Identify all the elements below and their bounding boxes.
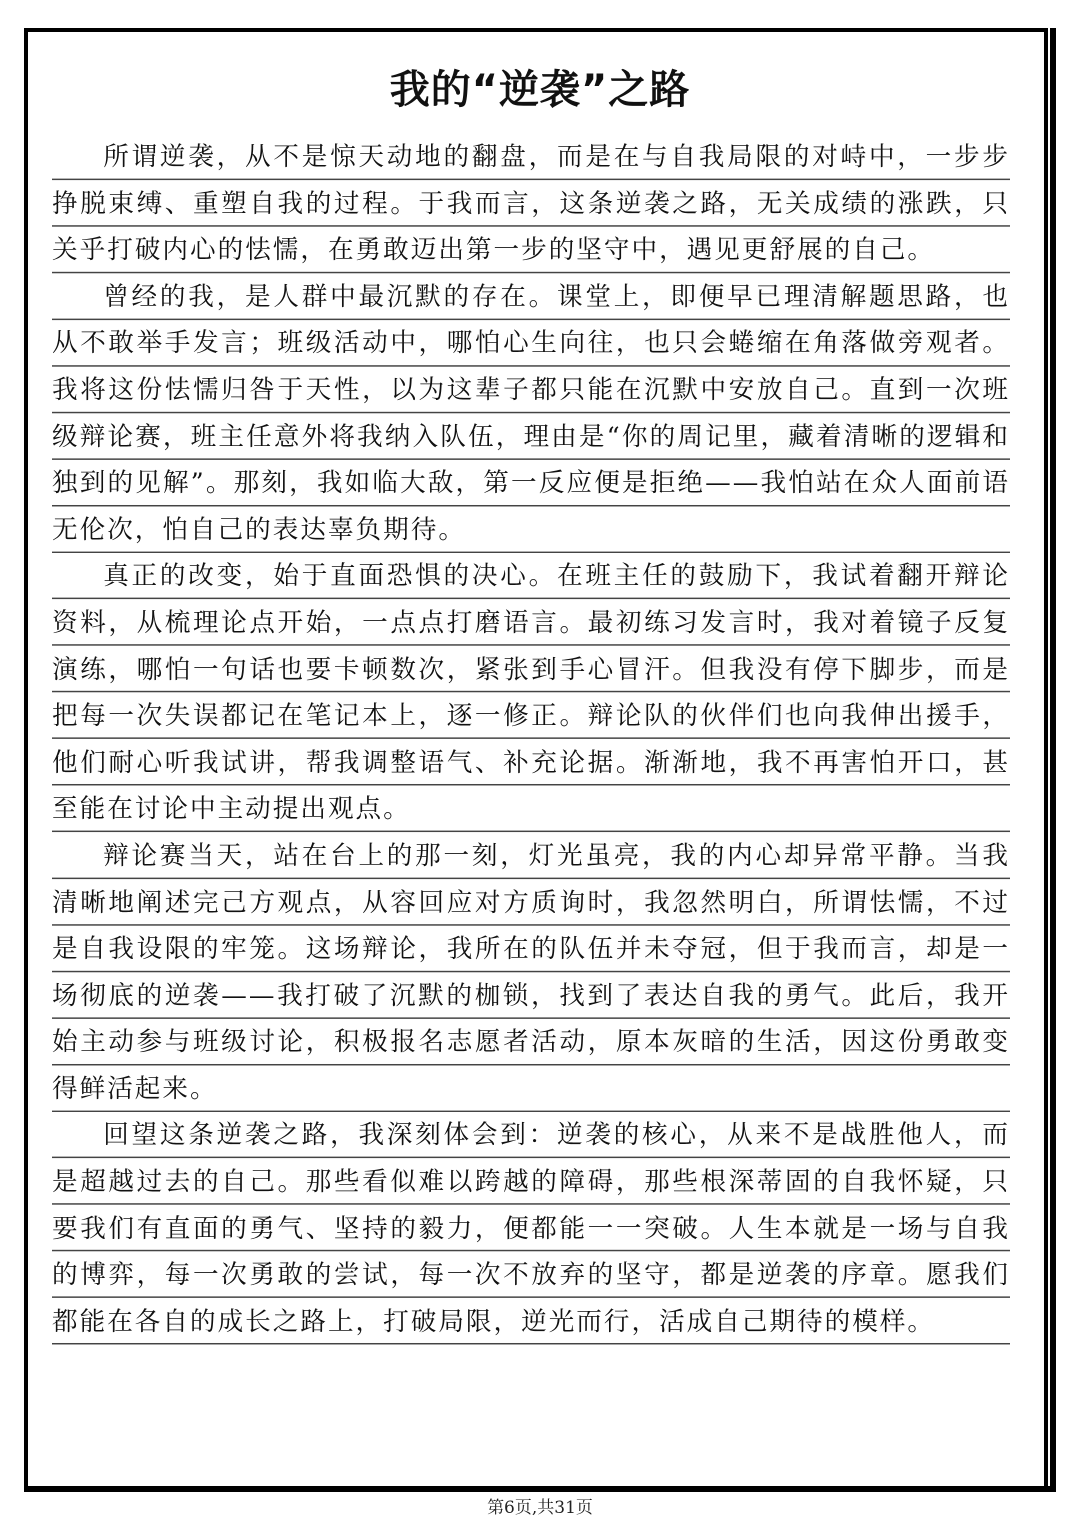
paragraph-text: 回望这条逆袭之路，我深刻体会到：逆袭的核心，从来不是战胜他人，而是超越过去的自己。那些看似难以跨越的障碍，那些根深蒂固的自我怀疑，只要我们有直面的勇气、坚持的毅力，便都能一一突破。人生本就是一场与自我的博弈，每一次勇敢的尝试，每一次不放弃的坚守，都是逆袭的序章。愿我们都能在各自的成长之路上，打破局限，逆光而行，活成自己期待的模样。 xyxy=(52,1120,1010,1337)
page-border-shadow-bottom xyxy=(24,1486,1056,1492)
essay-paragraph-1 xyxy=(52,134,1010,274)
essay-paragraph-5 xyxy=(52,1112,1010,1345)
page-border-shadow-right xyxy=(1050,28,1056,1492)
essay-title: 我的“逆袭”之路 xyxy=(389,67,691,113)
essay-paragraph-2 xyxy=(52,274,1010,554)
paragraph-text: 辩论赛当天，站在台上的那一刻，灯光虽亮，我的内心却异常平静。当我清晰地阐述完己方观点，从容回应对方质询时，我忽然明白，所谓怯懦，不过是自我设限的牢笼。这场辩论，我所在的队伍并未夺冠，但于我而言，却是一场彻底的逆袭——我打破了沉默的枷锁，找到了表达自我的勇气。此后，我开始主动参与班级讨论，积极报名志愿者活动，原本灰暗的生活，因这份勇敢变得鲜活起来。 xyxy=(52,840,1010,1104)
essay-paragraph-3 xyxy=(52,553,1010,833)
page-indicator: 第6页,共31页 xyxy=(487,1498,593,1518)
paragraph-text: 曾经的我，是人群中最沉默的存在。课堂上，即便早已理清解题思路，也从不敢举手发言；班级活动中，哪怕心生向往，也只会蜷缩在角落做旁观者。我将这份怯懦归咎于天性，以为这辈子都只能在沉默中安放自己。直到一次班级辩论赛，班主任意外将我纳入队伍，理由是“你的周记里，藏着清晰的逻辑和独到的见解”。那刻，我如临大敌，第一反应便是拒绝——我怕站在众人面前语无伦次，怕自己的表达辜负期待。 xyxy=(52,281,1010,545)
essay-paragraph-4 xyxy=(52,833,1010,1113)
paragraph-text: 所谓逆袭，从不是惊天动地的翻盘，而是在与自我局限的对峙中，一步步挣脱束缚、重塑自我的过程。于我而言，这条逆袭之路，无关成绩的涨跌，只关乎打破内心的怯懦，在勇敢迈出第一步的坚守中，遇见更舒展的自己。 xyxy=(52,142,1010,266)
paragraph-text: 真正的改变，始于直面恐惧的决心。在班主任的鼓励下，我试着翻开辩论资料，从梳理论点开始，一点点打磨语言。最初练习发言时，我对着镜子反复演练，哪怕一句话也要卡顿数次，紧张到手心冒汗。但我没有停下脚步，而是把每一次失误都记在笔记本上，逐一修正。辩论队的伙伴们也向我伸出援手，他们耐心听我试讲，帮我调整语气、补充论据。渐渐地，我不再害怕开口，甚至能在讨论中主动提出观点。 xyxy=(52,561,1010,825)
essay-body xyxy=(52,134,1010,1345)
